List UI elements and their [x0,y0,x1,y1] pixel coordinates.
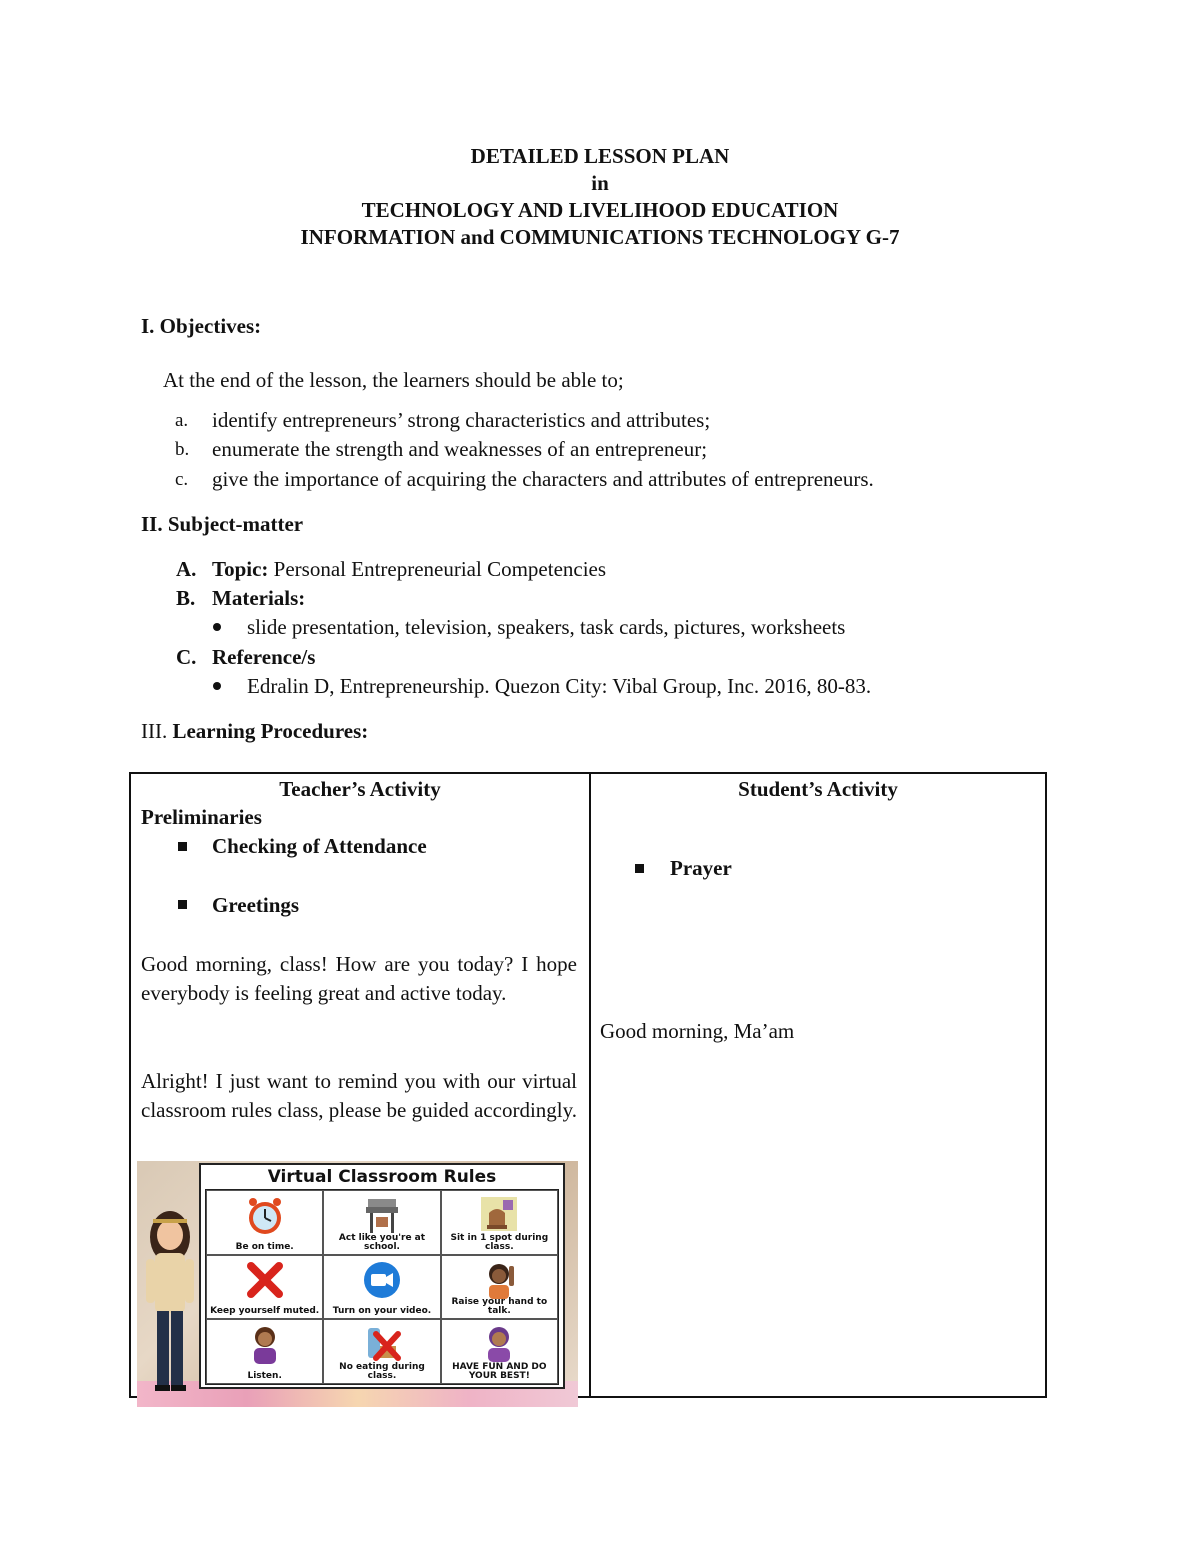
rule-no-eating [323,1319,440,1384]
rule-caption: Listen. [247,1370,282,1381]
raised-hand-icon [479,1260,519,1302]
school-desk-icon [362,1195,402,1237]
listening-child-icon [245,1324,285,1366]
rule-keep-muted [206,1255,323,1320]
rule-act-like-school [323,1190,440,1255]
topic-label: Topic: [212,557,269,581]
teacher-greeting-text: Good morning, class! How are you today? I hope everybody is feeling great and active today. [141,952,577,1005]
alarm-clock-icon [245,1195,285,1237]
square-bullet-icon [635,864,644,873]
student-activity-title: Student’s Activity [738,777,898,801]
subject-heading: II. Subject-matter [141,512,304,536]
rule-have-fun [441,1319,558,1384]
rule-turn-on-video [323,1255,440,1320]
rules-title: Virtual Classroom Rules [267,1167,497,1187]
objective-a: identify entrepreneurs’ strong characteristics and attributes; [212,408,711,432]
bullet-icon [213,682,221,690]
reference-value: Edralin D, Entrepreneurship. Quezon City: Vibal Group, Inc. 2016, 80-83. [247,674,872,698]
reference-marker: C. [176,645,197,669]
reference-label: Reference/s [212,645,316,669]
student-activity-cell [590,773,1046,1397]
objectives-intro: At the end of the lesson, the learners should be able to; [163,368,624,392]
objective-c: give the importance of acquiring the characters and attributes of entrepreneurs. [212,467,874,491]
topic-marker: A. [176,557,197,581]
student-reply: Good morning, Ma’am [600,1019,795,1043]
rule-raise-hand [441,1255,558,1320]
materials-marker: B. [176,586,196,610]
materials-label: Materials: [212,586,306,610]
rules-board [199,1163,565,1389]
rule-caption: HAVE FUN AND DO YOUR BEST! [452,1361,547,1381]
objective-b: enumerate the strength and weaknesses of an entrepreneur; [212,437,708,461]
objectives-heading: I. Objectives: [141,314,262,338]
rule-caption: Act like you're at school. [338,1232,426,1252]
virtual-classroom-rules-image [137,1161,578,1407]
mute-x-icon [245,1260,285,1302]
teacher-avatar-icon [143,1207,197,1397]
preliminaries-heading: Preliminaries [141,805,262,829]
chair-icon [479,1195,519,1237]
rule-sit-in-one-spot [441,1190,558,1255]
teacher-rules-text: Alright! I just want to remind you with our virtual classroom rules class, please be guided accordingly. [141,1069,577,1122]
doc-course: INFORMATION and COMMUNICATIONS TECHNOLOGY G-7 [300,225,900,249]
procedures-heading-text: Learning Procedures: [172,719,369,743]
objective-marker-a: a. [175,410,189,431]
video-camera-icon [362,1260,402,1302]
objective-marker-c: c. [175,469,189,490]
rule-listen [206,1319,323,1384]
teacher-activity-title: Teacher’s Activity [279,777,441,801]
objective-marker-b: b. [175,439,190,460]
doc-subject: TECHNOLOGY AND LIVELIHOOD EDUCATION [361,198,839,222]
rules-grid [205,1189,559,1385]
prayer: Prayer [670,856,732,880]
no-eating-icon [362,1324,402,1366]
square-bullet-icon [178,900,187,909]
rule-caption: Turn on your video. [332,1306,432,1317]
topic-value: Personal Entrepreneurial Competencies [273,557,607,581]
rule-caption: Raise your hand to talk. [451,1297,548,1317]
rule-caption: Keep yourself muted. [210,1306,320,1317]
procedures-heading-num: III. [141,719,168,743]
doc-title-in: in [591,171,609,195]
procedures-heading [141,719,368,744]
checking-attendance: Checking of Attendance [212,834,427,858]
rule-be-on-time [206,1190,323,1255]
bullet-icon [213,623,221,631]
happy-student-icon [479,1324,519,1366]
topic-line [212,557,606,582]
square-bullet-icon [178,842,187,851]
rule-caption: Be on time. [235,1241,294,1252]
materials-value: slide presentation, television, speakers, task cards, pictures, worksheets [247,615,846,639]
rule-caption: No eating during class. [339,1361,425,1381]
rule-caption: Sit in 1 spot during class. [450,1232,549,1252]
greetings: Greetings [212,893,300,917]
doc-title: DETAILED LESSON PLAN [470,144,730,168]
